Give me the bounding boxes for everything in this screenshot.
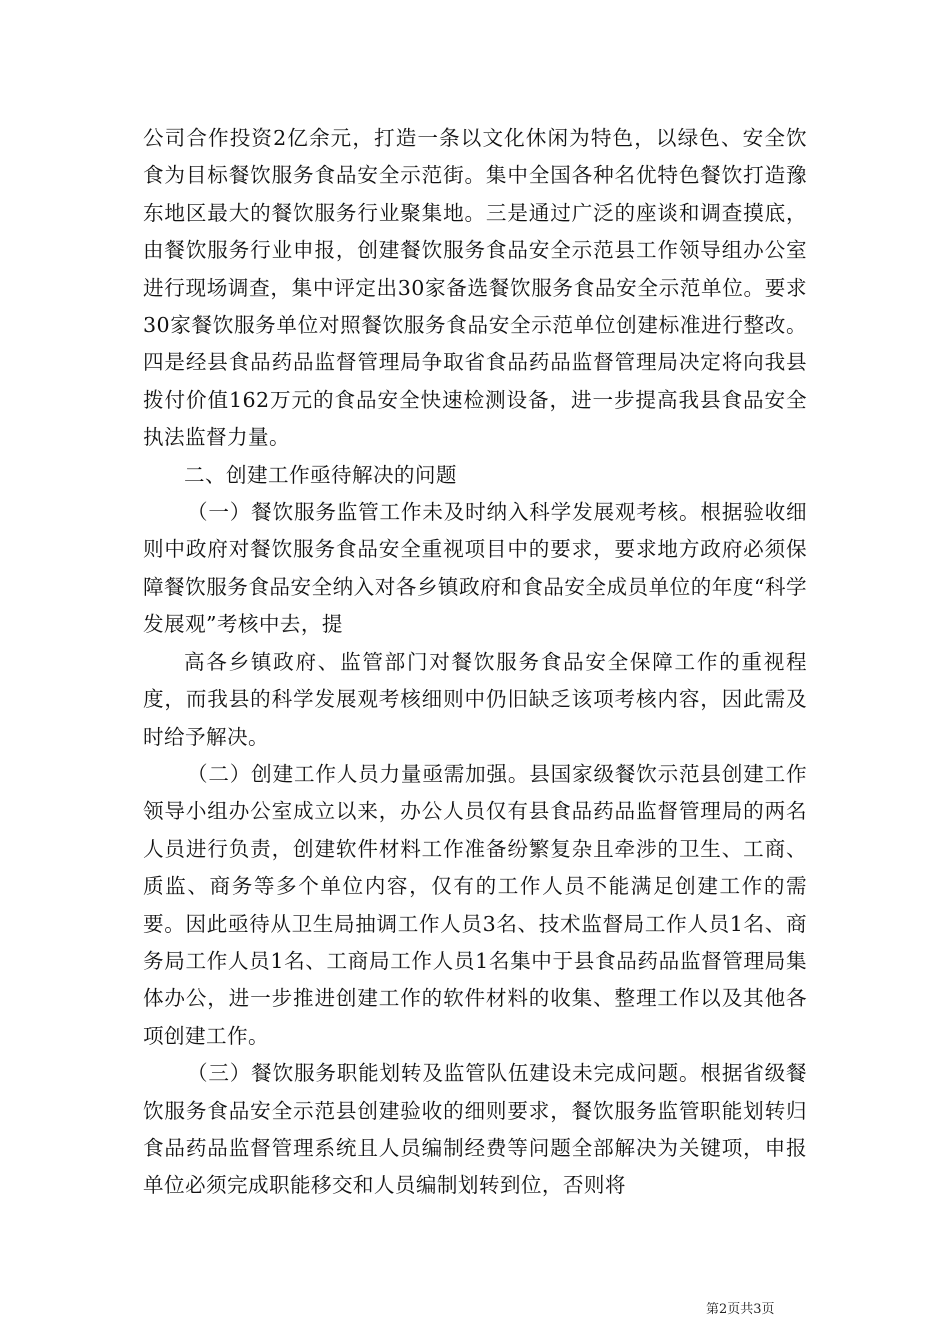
section-heading: 二、创建工作亟待解决的问题 bbox=[184, 462, 457, 487]
document-body bbox=[143, 120, 807, 1205]
page-number-footer: 第2页共3页 bbox=[706, 1302, 775, 1317]
paragraph-issue-1: （一）餐饮服务监管工作未及时纳入科学发展观考核。根据验收细则中政府对餐饮服务食品安全重视项目中的要求，要求地方政府必须保障餐饮服务食品安全纳入对各乡镇政府和食品安全成员单位的年度“科学发展观”考核中去，提 bbox=[143, 500, 807, 637]
paragraph-issue-1-continued: 高各乡镇政府、监管部门对餐饮服务食品安全保障工作的重视程度，而我县的科学发展观考核细则中仍旧缺乏该项考核内容，因此需及时给予解决。 bbox=[143, 649, 807, 749]
paragraph-continuation: 公司合作投资2亿余元，打造一条以文化休闲为特色，以绿色、安全饮食为目标餐饮服务食品安全示范街。集中全国各种名优特色餐饮打造豫东地区最大的餐饮服务行业聚集地。三是通过广泛的座谈和调查摸底，由餐饮服务行业申报，创建餐饮服务食品安全示范县工作领导组办公室进行现场调查，集中评定出30家备选餐饮服务食品安全示范单位。要求30家餐饮服务单位对照餐饮服务食品安全示范单位创建标准进行整改。四是经县食品药品监督管理局争取省食品药品监督管理局决定将向我县拨付价值162万元的食品安全快速检测设备，进一步提高我县食品安全执法监督力量。 bbox=[143, 126, 807, 450]
paragraph-issue-2: （二）创建工作人员力量亟需加强。县国家级餐饮示范县创建工作领导小组办公室成立以来，办公人员仅有县食品药品监督管理局的两名人员进行负责，创建软件材料工作准备纷繁复杂且牵涉的卫生、工商、质监、商务等多个单位内容，仅有的工作人员不能满足创建工作的需要。因此亟待从卫生局抽调工作人员3名、技术监督局工作人员1名、商务局工作人员1名、工商局工作人员1名集中于县食品药品监督管理局集体办公，进一步推进创建工作的软件材料的收集、整理工作以及其他各项创建工作。 bbox=[143, 761, 807, 1048]
paragraph-issue-3: （三）餐饮服务职能划转及监管队伍建设未完成问题。根据省级餐饮服务食品安全示范县创建验收的细则要求，餐饮服务监管职能划转归食品药品监督管理系统且人员编制经费等问题全部解决为关键项，申报单位必须完成职能移交和人员编制划转到位，否则将 bbox=[143, 1061, 807, 1198]
